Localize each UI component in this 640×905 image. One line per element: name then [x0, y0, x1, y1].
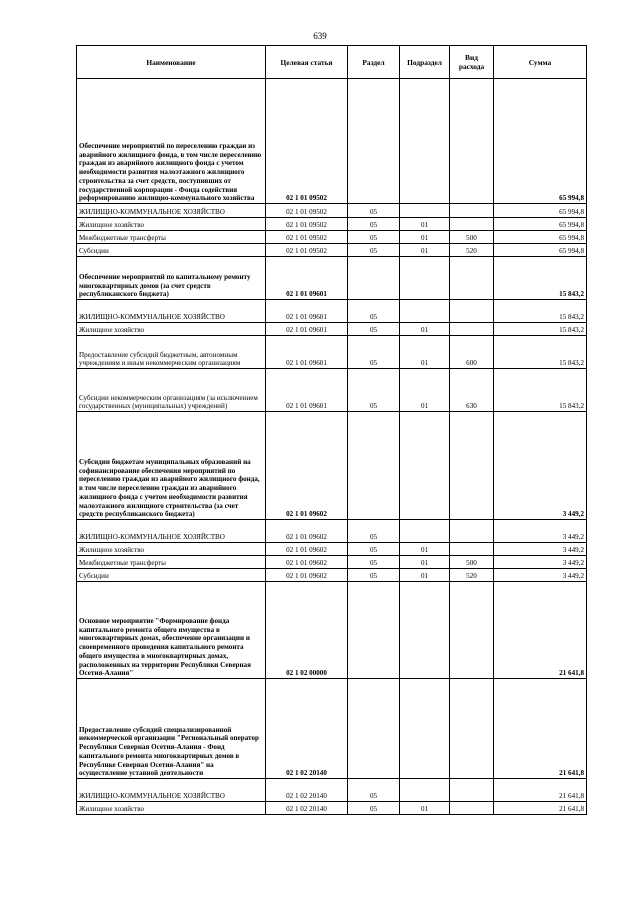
row-target: 02 1 01 09601: [266, 369, 348, 412]
row-target: 02 1 01 09601: [266, 336, 348, 369]
header-subsection: Подраздел: [400, 46, 450, 79]
row-target: 02 1 02 20140: [266, 802, 348, 815]
header-name: Наименование: [77, 46, 266, 79]
row-expense-type: [450, 218, 494, 231]
page-number: 639: [313, 31, 327, 41]
row-target: 02 1 01 09601: [266, 323, 348, 336]
row-sum: 21 641,8: [494, 582, 587, 679]
row-section: 05: [348, 204, 400, 218]
row-name: Субсидии: [77, 244, 266, 257]
row-section: [348, 257, 400, 300]
row-sum: 21 641,8: [494, 802, 587, 815]
budget-table: [76, 45, 587, 815]
row-expense-type: [450, 257, 494, 300]
row-expense-type: 600: [450, 336, 494, 369]
row-expense-type: [450, 779, 494, 802]
row-sum: 21 641,8: [494, 779, 587, 802]
row-section: 05: [348, 369, 400, 412]
row-subsection: 01: [400, 244, 450, 257]
row-expense-type: [450, 520, 494, 543]
row-sum: 65 994,8: [494, 79, 587, 204]
row-expense-type: [450, 679, 494, 779]
header-section: Раздел: [348, 46, 400, 79]
row-name: Предоставление субсидий бюджетным, автономным учреждениям и иным некоммерческим организациям: [77, 336, 266, 369]
table-row: [77, 300, 587, 323]
row-expense-type: [450, 802, 494, 815]
row-subsection: 01: [400, 569, 450, 582]
row-subsection: [400, 257, 450, 300]
row-section: [348, 412, 400, 520]
header-expense-type: Вид расхода: [450, 46, 494, 79]
row-expense-type: 520: [450, 569, 494, 582]
row-section: 05: [348, 556, 400, 569]
row-subsection: [400, 520, 450, 543]
row-name: Субсидии бюджетам муниципальных образований на софинансирование обеспечения мероприятий по переселению граждан из аварийного жилищного фонда, в том числе переселению граждан из аварийного жилищного фонда с учетом необходимости развития малоэтажного жилищного строительства (за счет средств республиканского бюджета): [77, 412, 266, 520]
row-subsection: [400, 582, 450, 679]
row-name: Межбюджетные трансферты: [77, 231, 266, 244]
row-expense-type: 520: [450, 244, 494, 257]
row-section: [348, 79, 400, 204]
row-name: Межбюджетные трансферты: [77, 556, 266, 569]
row-name: ЖИЛИЩНО-КОММУНАЛЬНОЕ ХОЗЯЙСТВО: [77, 300, 266, 323]
row-name: Жилищное хозяйство: [77, 543, 266, 556]
row-subsection: [400, 779, 450, 802]
row-target: 02 1 01 09602: [266, 412, 348, 520]
row-name: Обеспечение мероприятий по переселению граждан из аварийного жилищного фонда, в том числе переселению граждан из аварийного жилищного фонда с учетом необходимости развития малоэтажного жилищного строительства за счет средств, поступивших от государственной корпорации - Фонда содействия реформированию жилищно-коммунального хозяйства: [77, 79, 266, 204]
row-subsection: [400, 204, 450, 218]
row-subsection: 01: [400, 802, 450, 815]
table-row: [77, 336, 587, 369]
row-expense-type: 500: [450, 231, 494, 244]
row-expense-type: [450, 582, 494, 679]
row-section: 05: [348, 300, 400, 323]
row-sum: 3 449,2: [494, 543, 587, 556]
table-row: [77, 802, 587, 815]
row-subsection: [400, 79, 450, 204]
row-sum: 21 641,8: [494, 679, 587, 779]
table-header-row: [77, 46, 587, 79]
row-name: ЖИЛИЩНО-КОММУНАЛЬНОЕ ХОЗЯЙСТВО: [77, 520, 266, 543]
row-sum: 65 994,8: [494, 204, 587, 218]
row-section: 05: [348, 520, 400, 543]
table-row: [77, 520, 587, 543]
header-sum: Сумма: [494, 46, 587, 79]
row-subsection: 01: [400, 543, 450, 556]
row-target: 02 1 01 09602: [266, 556, 348, 569]
table-row: [77, 582, 587, 679]
table-row: [77, 779, 587, 802]
row-expense-type: [450, 300, 494, 323]
table-row: [77, 323, 587, 336]
table-row: [77, 412, 587, 520]
row-section: 05: [348, 569, 400, 582]
row-name: Жилищное хозяйство: [77, 323, 266, 336]
table-row: [77, 218, 587, 231]
row-target: 02 1 01 09602: [266, 543, 348, 556]
row-target: 02 1 01 09601: [266, 300, 348, 323]
table-row: [77, 679, 587, 779]
row-subsection: [400, 412, 450, 520]
row-subsection: 01: [400, 218, 450, 231]
row-expense-type: [450, 204, 494, 218]
row-section: 05: [348, 779, 400, 802]
row-subsection: [400, 300, 450, 323]
row-section: 05: [348, 218, 400, 231]
row-target: 02 1 01 09502: [266, 244, 348, 257]
row-expense-type: [450, 543, 494, 556]
row-target: 02 1 01 09602: [266, 520, 348, 543]
row-sum: 15 843,2: [494, 300, 587, 323]
row-name: Жилищное хозяйство: [77, 802, 266, 815]
row-section: [348, 679, 400, 779]
row-sum: 15 843,2: [494, 323, 587, 336]
table-row: [77, 543, 587, 556]
row-expense-type: [450, 79, 494, 204]
row-name: Обеспечение мероприятий по капитальному ремонту многоквартирных домов (за счет средств республиканского бюджета): [77, 257, 266, 300]
row-target: 02 1 01 09502: [266, 79, 348, 204]
table-row: [77, 204, 587, 218]
row-section: 05: [348, 231, 400, 244]
row-sum: 15 843,2: [494, 336, 587, 369]
row-subsection: 01: [400, 231, 450, 244]
row-target: 02 1 01 09502: [266, 231, 348, 244]
table-row: [77, 79, 587, 204]
row-section: [348, 582, 400, 679]
row-target: 02 1 01 09502: [266, 204, 348, 218]
row-name: ЖИЛИЩНО-КОММУНАЛЬНОЕ ХОЗЯЙСТВО: [77, 204, 266, 218]
row-target: 02 1 02 20140: [266, 679, 348, 779]
table-body: [77, 79, 587, 815]
row-sum: 3 449,2: [494, 556, 587, 569]
row-section: 05: [348, 543, 400, 556]
row-expense-type: [450, 412, 494, 520]
table-row: [77, 569, 587, 582]
row-name: Основное мероприятие "Формирование фонда капитального ремонта общего имущества в многоквартирных домах, обеспечение организации и своевременного проведения капитального ремонта общего имущества в многоквартирных домах, расположенных на территории Республики Северная Осетия-Алания": [77, 582, 266, 679]
row-subsection: 01: [400, 323, 450, 336]
row-sum: 65 994,8: [494, 218, 587, 231]
row-target: 02 1 02 00000: [266, 582, 348, 679]
row-sum: 3 449,2: [494, 520, 587, 543]
row-target: 02 1 02 20140: [266, 779, 348, 802]
row-name: Субсидии: [77, 569, 266, 582]
row-subsection: 01: [400, 369, 450, 412]
row-subsection: 01: [400, 556, 450, 569]
row-name: Предоставление субсидий специализированной некоммерческой организации "Региональный оператор Республики Северная Осетия-Алания - Фонд капитального ремонта многоквартирных домов в Республике Северная Осетия-Алания" на осуществление уставной деятельности: [77, 679, 266, 779]
table-row: [77, 257, 587, 300]
row-sum: 15 843,2: [494, 369, 587, 412]
row-name: Субсидии некоммерческим организациям (за исключением государственных (муниципальных) учреждений): [77, 369, 266, 412]
row-target: 02 1 01 09601: [266, 257, 348, 300]
row-section: 05: [348, 802, 400, 815]
row-expense-type: [450, 323, 494, 336]
row-target: 02 1 01 09502: [266, 218, 348, 231]
row-expense-type: 500: [450, 556, 494, 569]
table-row: [77, 369, 587, 412]
row-expense-type: 630: [450, 369, 494, 412]
row-name: ЖИЛИЩНО-КОММУНАЛЬНОЕ ХОЗЯЙСТВО: [77, 779, 266, 802]
row-section: 05: [348, 323, 400, 336]
row-section: 05: [348, 336, 400, 369]
row-subsection: 01: [400, 336, 450, 369]
row-target: 02 1 01 09602: [266, 569, 348, 582]
row-sum: 3 449,2: [494, 569, 587, 582]
table-row: [77, 244, 587, 257]
header-target: Целевая статья: [266, 46, 348, 79]
table-row: [77, 556, 587, 569]
row-sum: 3 449,2: [494, 412, 587, 520]
row-subsection: [400, 679, 450, 779]
row-sum: 65 994,8: [494, 231, 587, 244]
row-sum: 15 843,2: [494, 257, 587, 300]
row-name: Жилищное хозяйство: [77, 218, 266, 231]
table-row: [77, 231, 587, 244]
row-section: 05: [348, 244, 400, 257]
row-sum: 65 994,8: [494, 244, 587, 257]
